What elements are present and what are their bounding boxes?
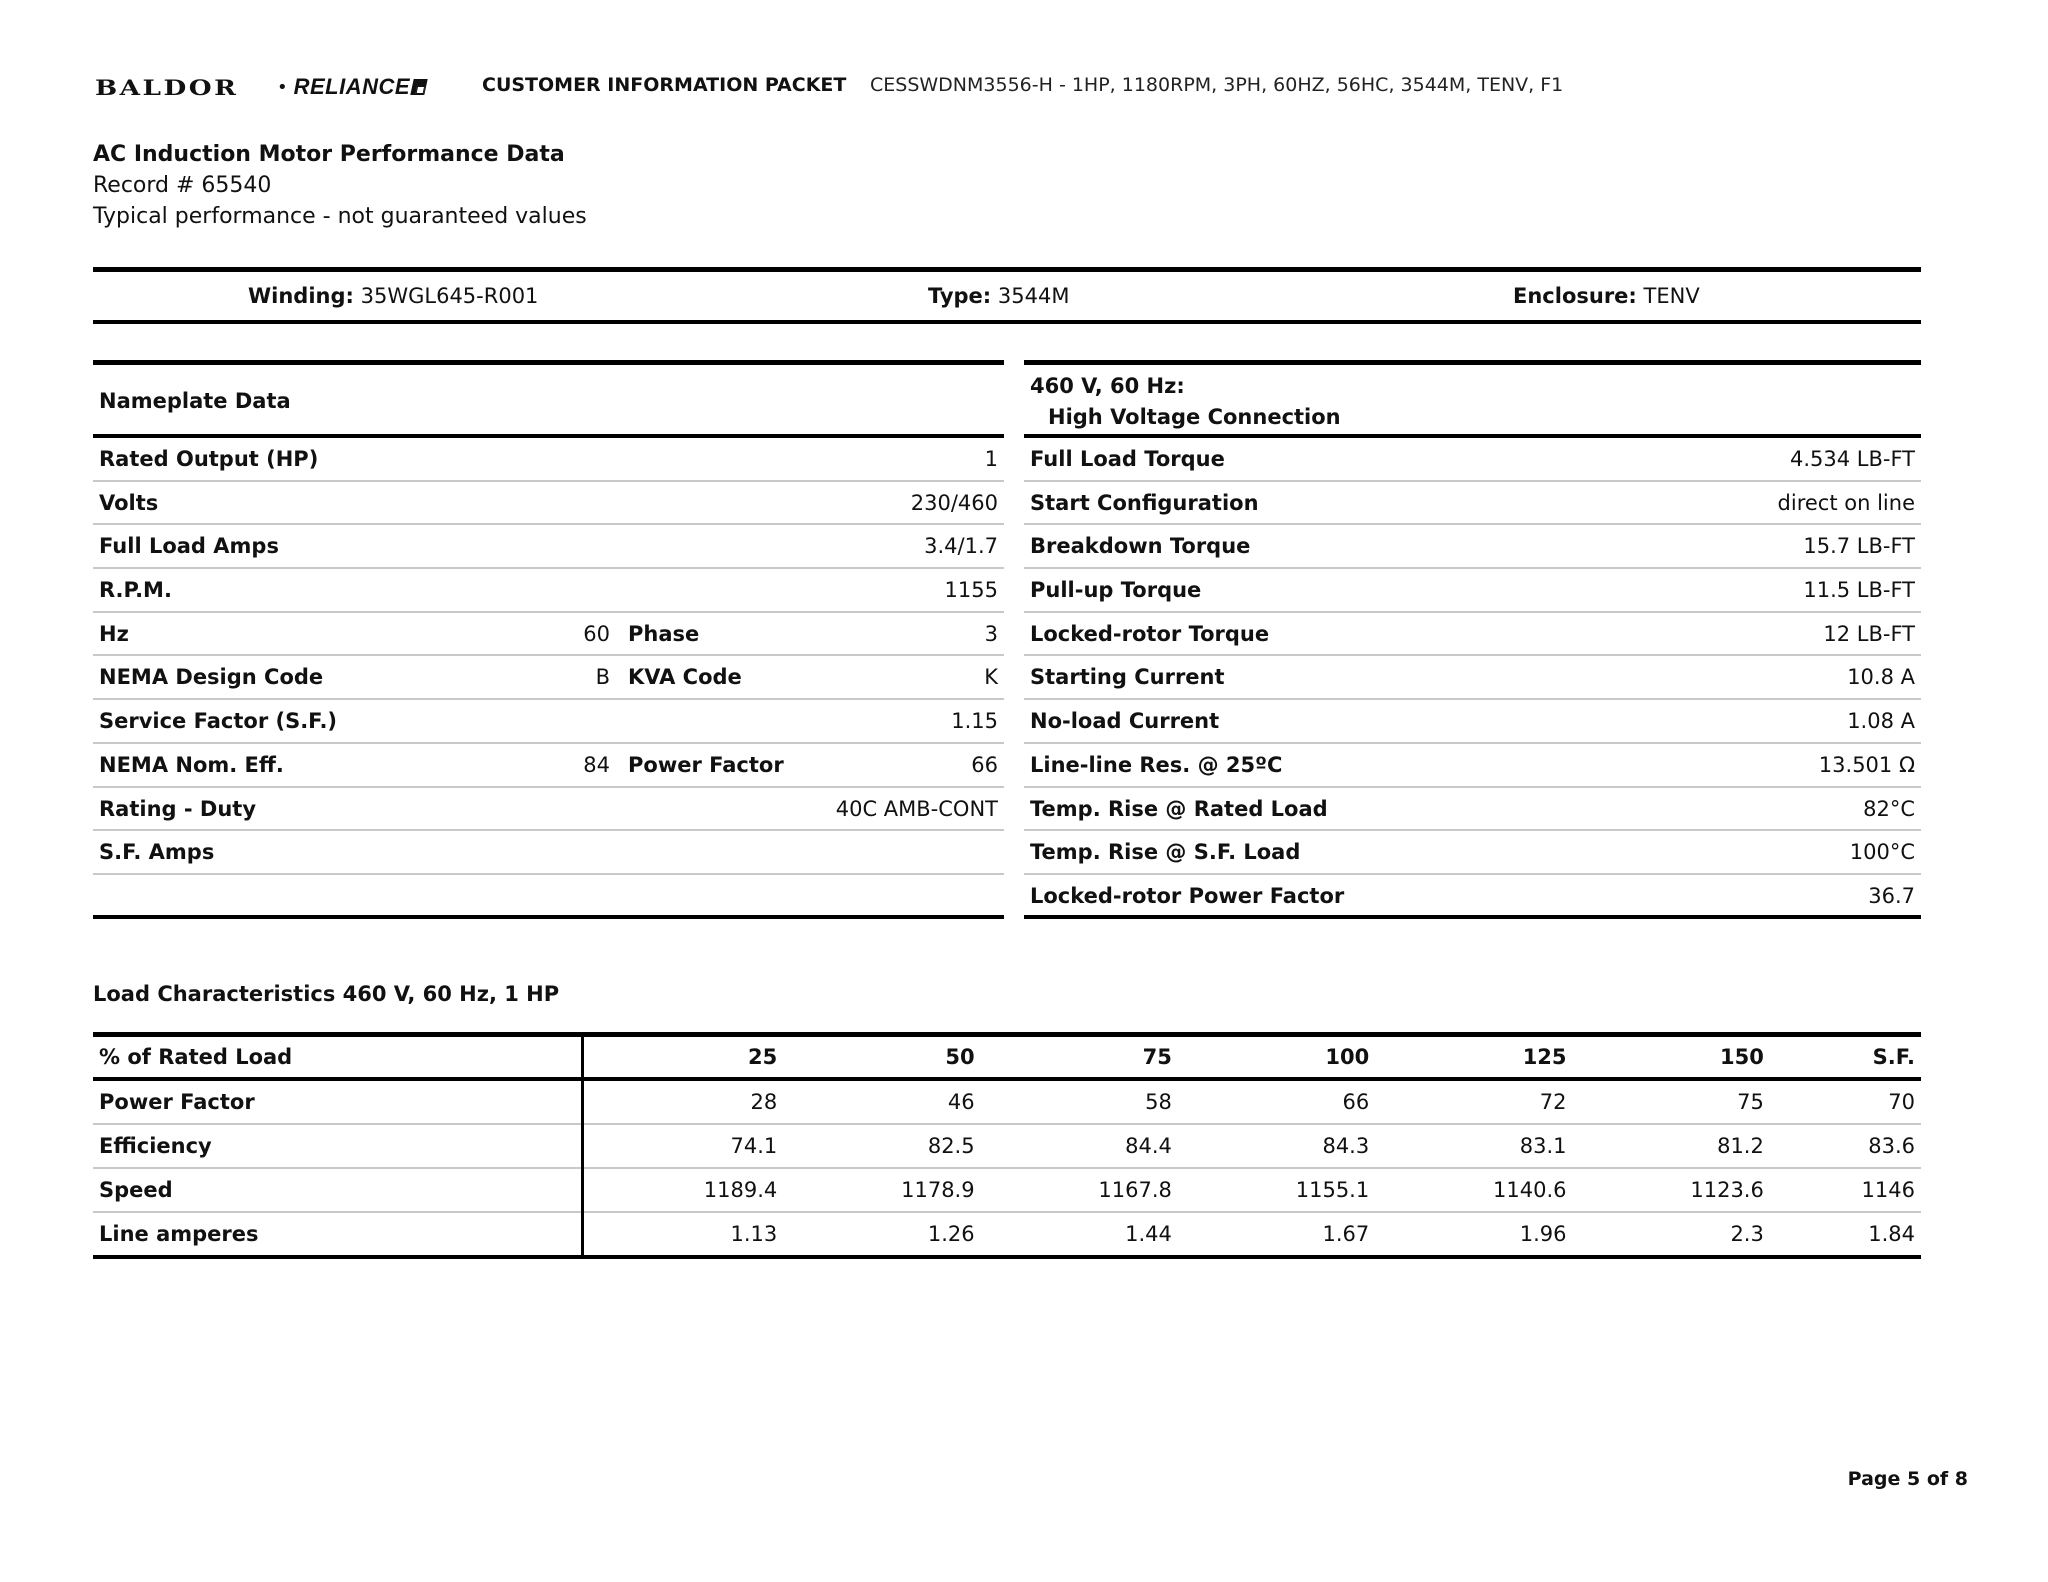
header-label: % of Rated Load — [93, 1035, 583, 1080]
row-mid-label: Phase — [628, 621, 700, 646]
cell: 74.1 — [583, 1124, 784, 1168]
brand-mark-icon — [410, 79, 427, 95]
cell: 84.4 — [981, 1124, 1178, 1168]
table-row — [93, 1079, 1921, 1124]
row-mid-value: 60 — [583, 621, 610, 646]
brand-logo — [95, 74, 426, 100]
nameplate-row — [93, 613, 1004, 657]
cell: 83.6 — [1770, 1124, 1921, 1168]
connection-row — [1024, 569, 1921, 613]
nameplate-panel — [93, 360, 1004, 919]
row-label: Rating - Duty — [99, 796, 257, 821]
cell: 1146 — [1770, 1168, 1921, 1212]
row-value: 1155 — [944, 578, 998, 603]
nameplate-row — [93, 438, 1004, 482]
row-value: 11.5 LB-FT — [1803, 578, 1915, 603]
row-value: 1.08 A — [1847, 709, 1915, 734]
table-row — [93, 1124, 1921, 1168]
enclosure-label: Enclosure: — [1513, 284, 1637, 308]
cell: 72 — [1375, 1079, 1572, 1124]
row-value: 230/460 — [910, 490, 998, 515]
row-mid-value: B — [595, 665, 610, 690]
row-value: 10.8 A — [1847, 665, 1915, 690]
row-label: Locked-rotor Torque — [1030, 621, 1270, 646]
row-value: 100°C — [1849, 840, 1915, 865]
table-row — [93, 1212, 1921, 1257]
nameplate-row — [93, 569, 1004, 613]
brand-baldor: BALDOR — [95, 74, 239, 100]
row-value: 12 LB-FT — [1823, 621, 1915, 646]
column-header: 100 — [1178, 1035, 1375, 1080]
connection-header — [1024, 360, 1921, 438]
column-header: 150 — [1573, 1035, 1770, 1080]
connection-panel — [1024, 360, 1921, 919]
load-characteristics-table — [93, 1032, 1921, 1259]
cell: 1.67 — [1178, 1212, 1375, 1257]
cell: 1.44 — [981, 1212, 1178, 1257]
row-label: Start Configuration — [1030, 490, 1259, 515]
row-value: 82°C — [1863, 796, 1915, 821]
divider — [93, 267, 1921, 272]
cell: 1167.8 — [981, 1168, 1178, 1212]
row-value: 66 — [971, 752, 998, 777]
cell: 1155.1 — [1178, 1168, 1375, 1212]
column-header: 125 — [1375, 1035, 1572, 1080]
cell: 1.26 — [783, 1212, 980, 1257]
cell: 83.1 — [1375, 1124, 1572, 1168]
connection-row — [1024, 613, 1921, 657]
packet-title: CUSTOMER INFORMATION PACKET — [482, 74, 847, 96]
connection-row — [1024, 831, 1921, 875]
column-header: S.F. — [1770, 1035, 1921, 1080]
row-value: 15.7 LB-FT — [1803, 534, 1915, 559]
connection-row — [1024, 875, 1921, 919]
row-label: NEMA Design Code — [99, 665, 324, 690]
type-label: Type: — [928, 284, 992, 308]
row-label: Volts — [99, 490, 159, 515]
page-number: Page 5 of 8 — [1847, 1468, 1968, 1490]
row-label: Full Load Torque — [1030, 447, 1225, 471]
load-characteristics-title: Load Characteristics 460 V, 60 Hz, 1 HP — [93, 982, 560, 1006]
type-value: 3544M — [997, 284, 1070, 308]
cell: 28 — [583, 1079, 784, 1124]
winding-value: 35WGL645-R001 — [360, 284, 539, 308]
connection-title-line1: 460 V, 60 Hz: — [1030, 374, 1185, 398]
winding-label: Winding: — [248, 284, 354, 308]
connection-row — [1024, 656, 1921, 700]
row-label: Line-line Res. @ 25ºC — [1030, 752, 1283, 777]
disclaimer: Typical performance - not guaranteed values — [93, 204, 587, 229]
row-label: Power Factor — [93, 1079, 583, 1124]
row-value: 13.501 Ω — [1818, 752, 1915, 777]
row-label: No-load Current — [1030, 709, 1220, 734]
row-label: NEMA Nom. Eff. — [99, 752, 284, 777]
winding-info — [248, 284, 538, 308]
enclosure-value: TENV — [1643, 284, 1700, 308]
row-value: 3 — [984, 621, 998, 646]
row-label: Full Load Amps — [99, 534, 279, 559]
document-title: AC Induction Motor Performance Data — [93, 142, 565, 167]
row-label: Hz — [99, 621, 129, 646]
cell: 70 — [1770, 1079, 1921, 1124]
cell: 1140.6 — [1375, 1168, 1572, 1212]
row-label: Breakdown Torque — [1030, 534, 1251, 559]
model-description: CESSWDNM3556-H - 1HP, 1180RPM, 3PH, 60HZ, 56HC, 3544M, TENV, F1 — [870, 74, 1564, 96]
cell: 1.84 — [1770, 1212, 1921, 1257]
row-label: Service Factor (S.F.) — [99, 709, 338, 734]
nameplate-header — [93, 360, 1004, 438]
row-mid-label: Power Factor — [628, 752, 784, 777]
row-mid-value: 84 — [583, 752, 610, 777]
connection-row — [1024, 525, 1921, 569]
nameplate-row — [93, 831, 1004, 875]
column-header: 25 — [583, 1035, 784, 1080]
row-label: Line amperes — [93, 1212, 583, 1257]
cell: 66 — [1178, 1079, 1375, 1124]
brand-reliance: RELIANCE — [293, 74, 411, 99]
nameplate-row — [93, 482, 1004, 526]
connection-row — [1024, 788, 1921, 832]
row-value: 40C AMB-CONT — [835, 796, 998, 821]
row-mid-label: KVA Code — [628, 665, 742, 690]
connection-row — [1024, 482, 1921, 526]
connection-row — [1024, 700, 1921, 744]
nameplate-row — [93, 788, 1004, 832]
row-label: Pull-up Torque — [1030, 578, 1202, 603]
row-label: Speed — [93, 1168, 583, 1212]
cell: 1123.6 — [1573, 1168, 1770, 1212]
cell: 1.96 — [1375, 1212, 1572, 1257]
brand-separator: • — [277, 76, 288, 98]
column-header: 50 — [783, 1035, 980, 1080]
connection-row — [1024, 438, 1921, 482]
nameplate-row — [93, 744, 1004, 788]
row-value: 3.4/1.7 — [924, 534, 998, 559]
column-header: 75 — [981, 1035, 1178, 1080]
cell: 46 — [783, 1079, 980, 1124]
nameplate-row — [93, 700, 1004, 744]
row-label: Locked-rotor Power Factor — [1030, 883, 1345, 908]
row-value: 1.15 — [951, 709, 998, 734]
cell: 1178.9 — [783, 1168, 980, 1212]
row-label: Temp. Rise @ Rated Load — [1030, 796, 1328, 821]
nameplate-row — [93, 656, 1004, 700]
record-number: Record # 65540 — [93, 173, 272, 198]
cell: 2.3 — [1573, 1212, 1770, 1257]
cell: 84.3 — [1178, 1124, 1375, 1168]
cell: 75 — [1573, 1079, 1770, 1124]
nameplate-row — [93, 525, 1004, 569]
cell: 81.2 — [1573, 1124, 1770, 1168]
row-label: Efficiency — [93, 1124, 583, 1168]
divider — [93, 320, 1921, 324]
row-value: 36.7 — [1868, 883, 1915, 908]
cell: 58 — [981, 1079, 1178, 1124]
row-label: Rated Output (HP) — [99, 447, 319, 471]
row-value: direct on line — [1777, 490, 1915, 515]
connection-row — [1024, 744, 1921, 788]
table-row — [93, 1168, 1921, 1212]
row-value: K — [984, 665, 998, 690]
row-label: R.P.M. — [99, 578, 172, 603]
row-label: S.F. Amps — [99, 840, 215, 865]
connection-title-line2: High Voltage Connection — [1048, 405, 1341, 429]
nameplate-row — [93, 875, 1004, 919]
row-label: Temp. Rise @ S.F. Load — [1030, 840, 1301, 865]
row-value: 1 — [984, 447, 998, 471]
row-value: 4.534 LB-FT — [1789, 447, 1915, 471]
cell: 1189.4 — [583, 1168, 784, 1212]
cell: 1.13 — [583, 1212, 784, 1257]
row-label: Starting Current — [1030, 665, 1225, 690]
cell: 82.5 — [783, 1124, 980, 1168]
nameplate-title: Nameplate Data — [99, 389, 291, 413]
type-info — [928, 284, 1069, 308]
enclosure-info — [1513, 284, 1700, 308]
table-header-row — [93, 1035, 1921, 1080]
